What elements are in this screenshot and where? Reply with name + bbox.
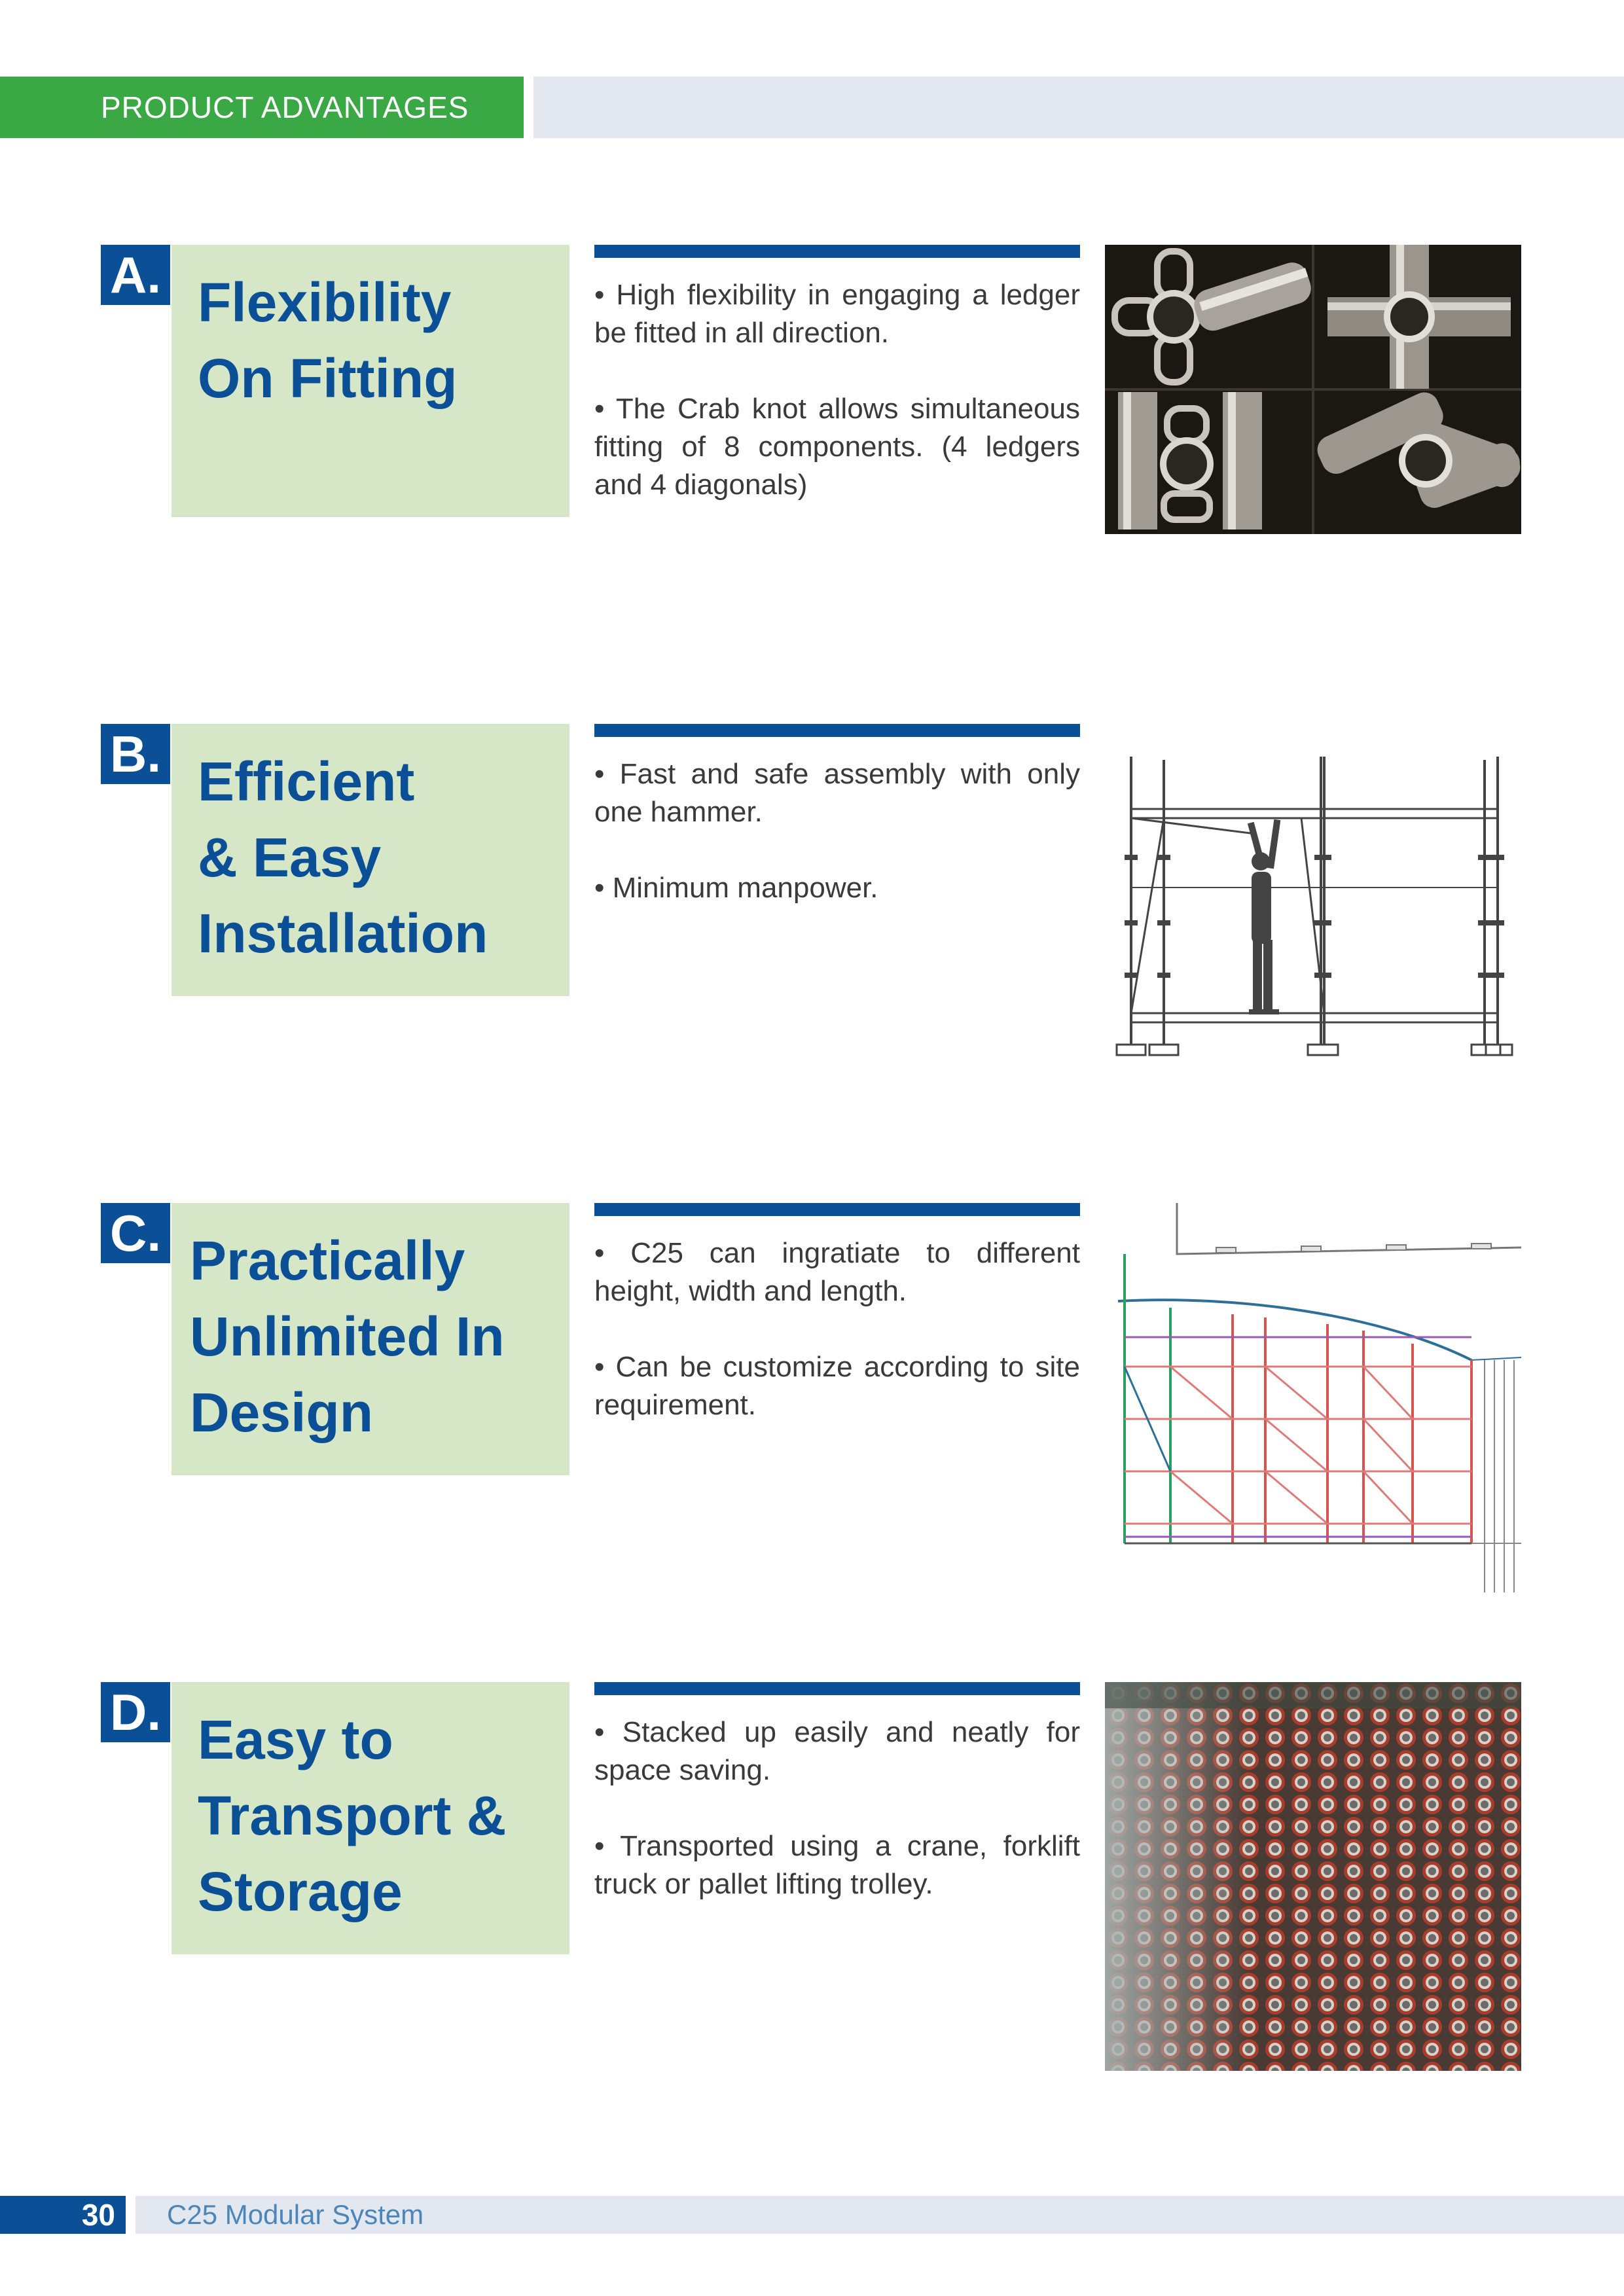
stacked-tubes-photo xyxy=(1105,1682,1521,2071)
section-header-label: PRODUCT ADVANTAGES xyxy=(101,90,469,124)
advantage-d-rule xyxy=(594,1682,1080,1695)
crab-knot-photo xyxy=(1105,245,1521,534)
bullet: • Can be customize according to site requirement. xyxy=(594,1351,1080,1421)
advantage-a-rule xyxy=(594,245,1080,258)
bullet: • Minimum manpower. xyxy=(594,872,878,904)
bullet: • Transported using a crane, forklift truck or pallet lifting trolley. xyxy=(594,1830,1080,1900)
advantage-c-title-box xyxy=(171,1203,569,1475)
advantage-a-bullets xyxy=(594,276,1080,504)
advantage-a-letter: A. xyxy=(101,245,170,305)
scaffold-assembly-drawing xyxy=(1105,757,1521,1071)
advantage-c-rule xyxy=(594,1203,1080,1216)
advantage-a-title-box xyxy=(171,245,569,517)
custom-scaffold-drawing xyxy=(1105,1203,1521,1602)
bullet: • C25 can ingratiate to different height, width and length. xyxy=(594,1237,1080,1307)
advantage-c-title: Practically Unlimited In Design xyxy=(190,1230,505,1443)
bullet: • Stacked up easily and neatly for space saving. xyxy=(594,1716,1080,1786)
advantage-b-title-box xyxy=(171,724,569,996)
advantage-c-letter: C. xyxy=(101,1203,170,1263)
advantage-a-title: Flexibility On Fitting xyxy=(198,272,458,409)
footer-band xyxy=(135,2196,1624,2234)
advantage-d-bullets xyxy=(594,1713,1080,1903)
bullet: • High flexibility in engaging a ledger be fitted in all direction. xyxy=(594,279,1080,349)
advantage-c-bullets xyxy=(594,1234,1080,1424)
section-header xyxy=(0,77,524,138)
bullet: • The Crab knot allows simultaneous fitting of 8 components. (4 ledgers and 4 diagonals) xyxy=(594,393,1080,501)
header-band xyxy=(533,77,1624,138)
page-number: 30 xyxy=(0,2196,126,2234)
footer-label: C25 Modular System xyxy=(167,2199,424,2230)
advantage-b-bullets xyxy=(594,755,1080,907)
advantage-d-title-box xyxy=(171,1682,569,1954)
advantage-b-letter: B. xyxy=(101,724,170,784)
advantage-b-title: Efficient & Easy Installation xyxy=(198,751,488,964)
bullet: • Fast and safe assembly with only one hammer. xyxy=(594,758,1080,828)
advantage-d-letter: D. xyxy=(101,1682,170,1742)
advantage-b-rule xyxy=(594,724,1080,737)
advantage-d-title: Easy to Transport & Storage xyxy=(198,1709,507,1922)
